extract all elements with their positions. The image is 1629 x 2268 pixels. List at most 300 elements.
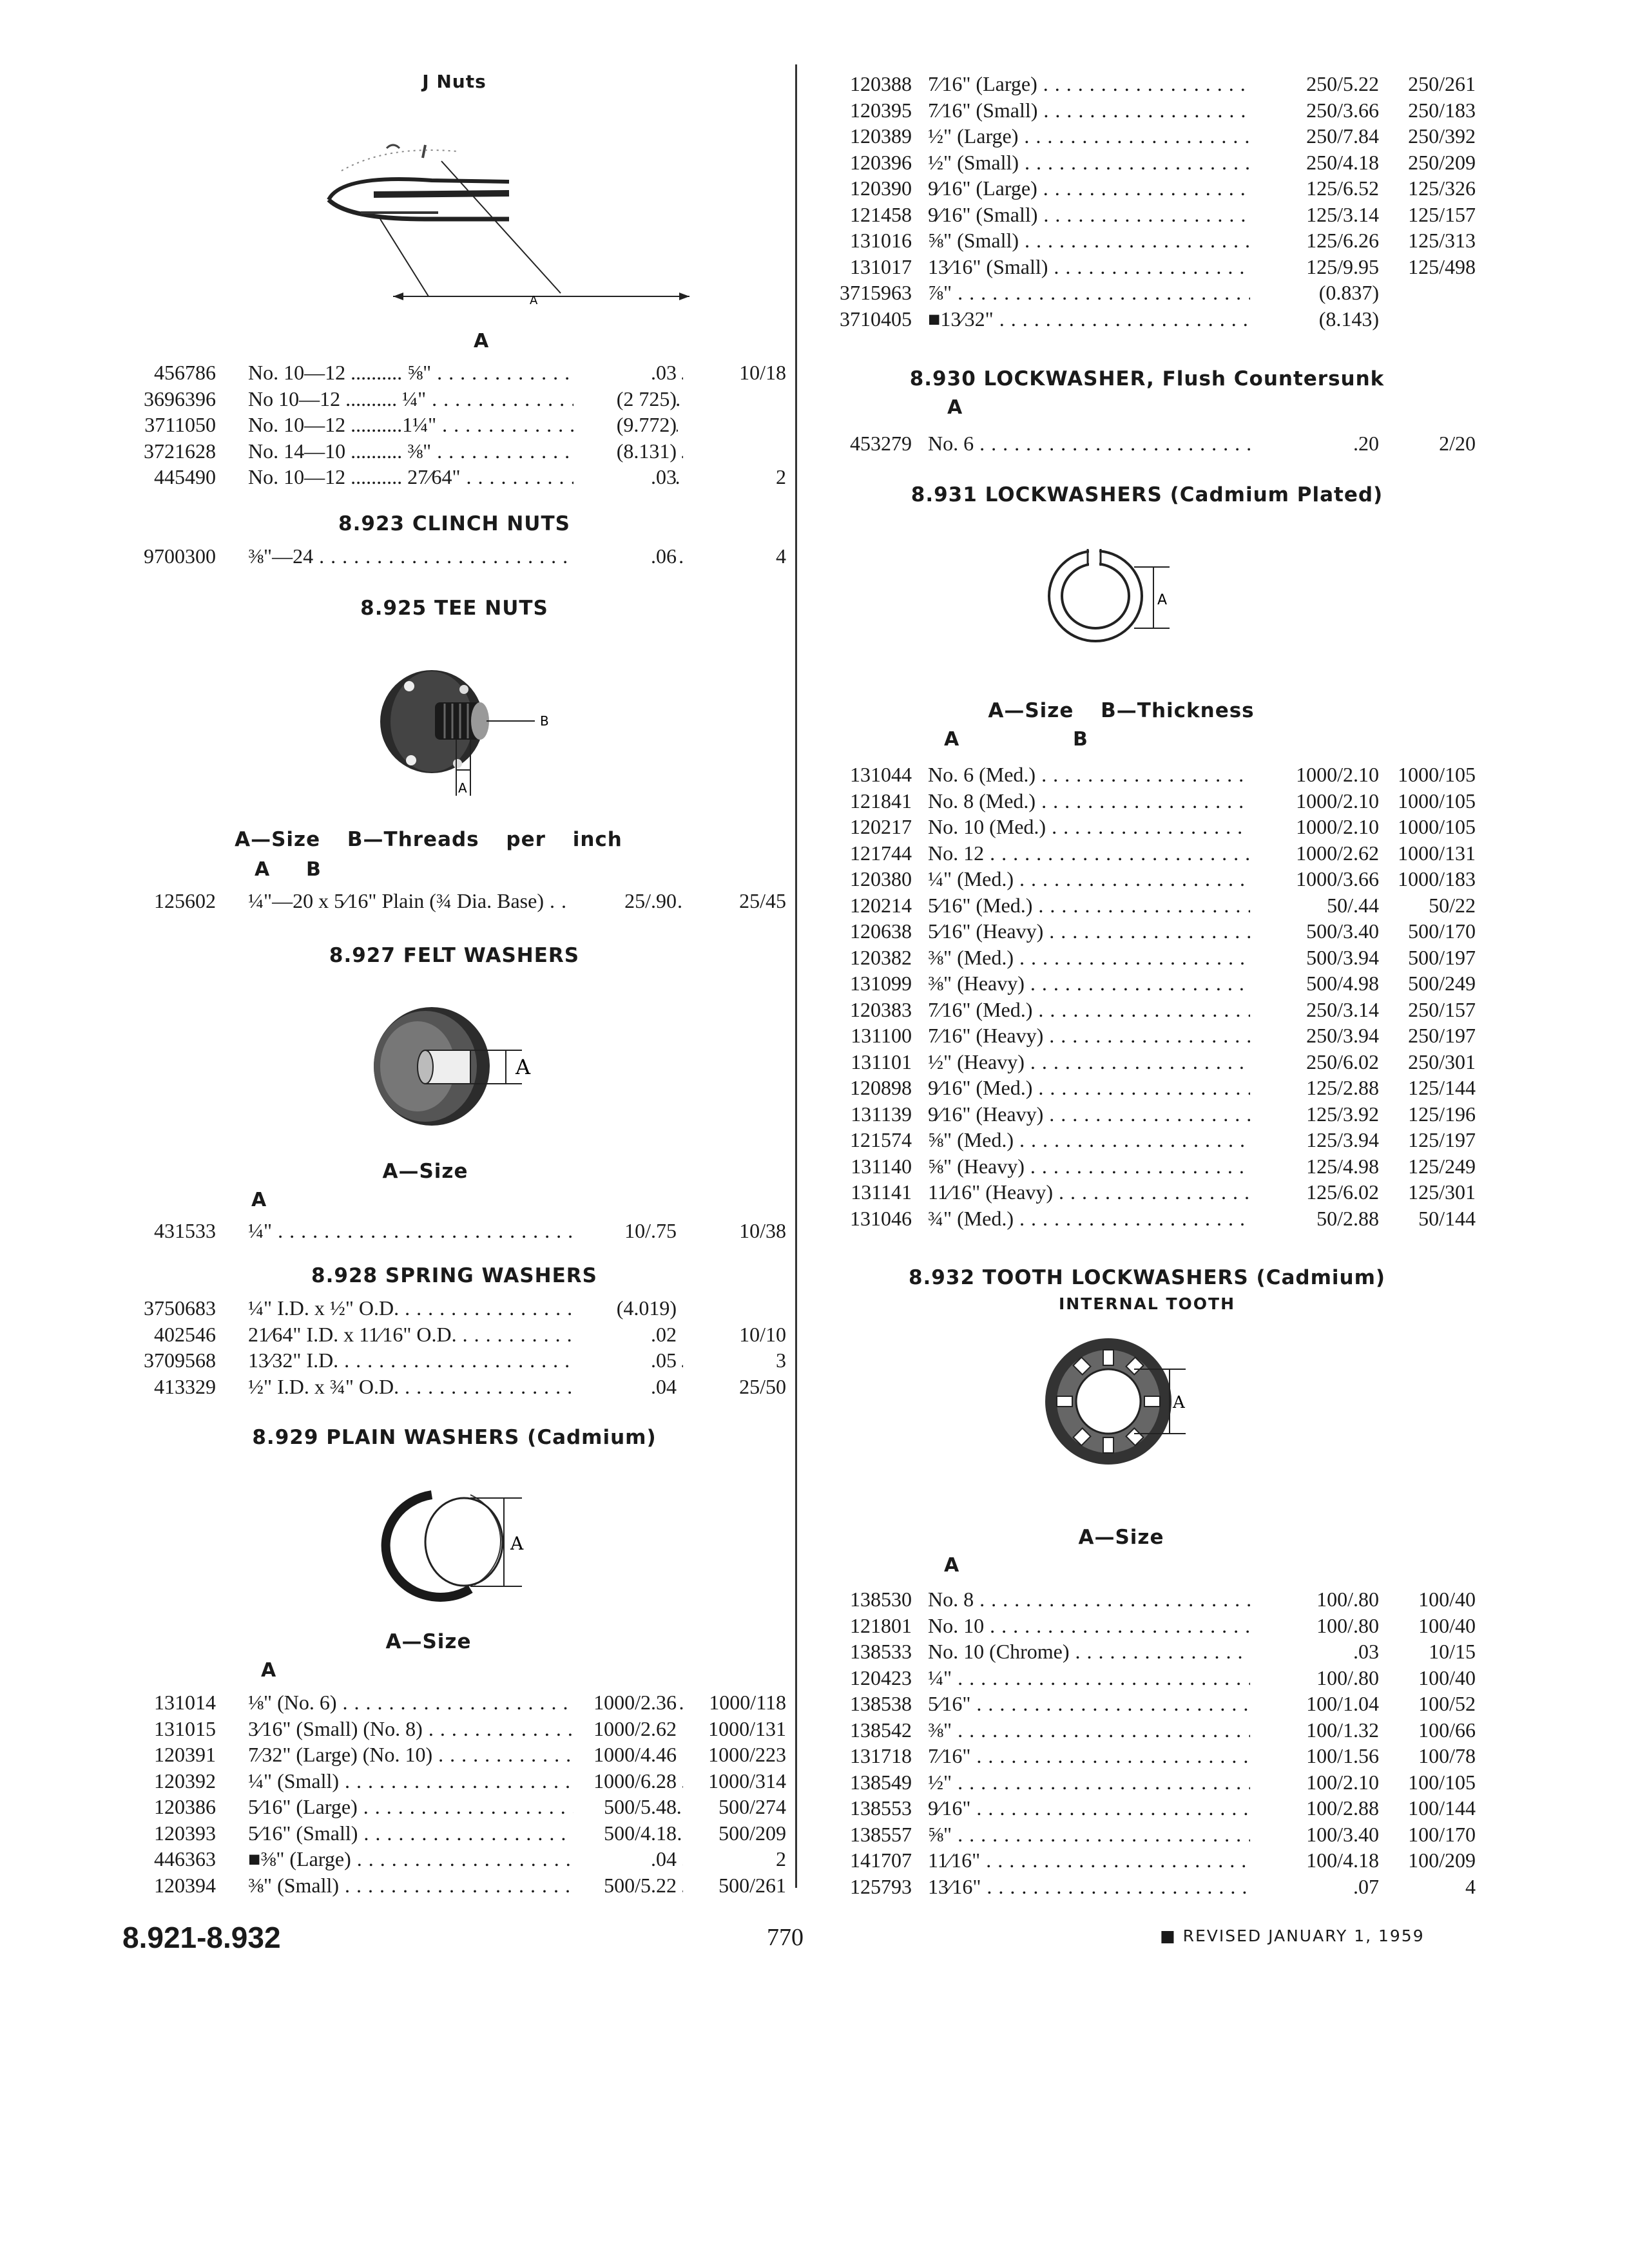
unit-price: 100/1.32 (1250, 1717, 1379, 1743)
part-number: 120391 (154, 1743, 216, 1766)
unit-price: 100/4.18 (1250, 1847, 1379, 1873)
table-row (818, 254, 1476, 280)
unit-price: 250/4.18 (1250, 149, 1379, 175)
item-description: No. 10 . . . (928, 1613, 1379, 1639)
part-number: 121801 (850, 1613, 912, 1637)
felt-washer-dim-a: A (516, 1055, 531, 1079)
table-row (818, 1639, 1476, 1665)
package-price: 4 (776, 544, 786, 568)
unit-price: (8.131) (574, 438, 677, 464)
unit-price: 125/6.26 (1250, 227, 1379, 253)
table-row (122, 543, 786, 570)
table-row (818, 280, 1476, 306)
part-number: 3715963 (840, 281, 912, 304)
item-description: 9⁄16" (Heavy) . . . (928, 1101, 1379, 1127)
unit-price: 250/3.14 (1250, 997, 1379, 1023)
tee-legend: A—Size B—Threads per inch (235, 828, 622, 851)
table-row (818, 1821, 1476, 1848)
unit-price: 125/2.88 (1250, 1075, 1379, 1100)
part-number: 131014 (154, 1691, 216, 1714)
unit-price: .03 (574, 464, 677, 490)
unit-price: 1000/2.62 (574, 1716, 677, 1742)
item-description: 7⁄16" (Large) . . . (928, 71, 1379, 97)
part-number: 131016 (850, 229, 912, 252)
package-price: 100/52 (1418, 1692, 1476, 1715)
unit-price: 500/3.40 (1250, 918, 1379, 944)
item-description: 13⁄16" . . . (928, 1874, 1379, 1899)
tee-nut-dim-b: B (540, 713, 549, 729)
package-price: 25/45 (739, 889, 786, 912)
jnuts-col-a: A (474, 330, 489, 352)
lockwasher-illustration (1037, 541, 1205, 651)
tee-col-b: B (306, 858, 321, 881)
unit-price: 1000/6.28 (574, 1768, 677, 1794)
unit-price: 250/3.66 (1250, 97, 1379, 123)
part-number: 131017 (850, 255, 912, 278)
flush-col-a: A (947, 396, 963, 419)
package-price: 500/274 (718, 1795, 786, 1818)
table-row (122, 1321, 786, 1348)
package-price: 500/249 (1408, 972, 1476, 995)
table-row (818, 1206, 1476, 1232)
table-row (818, 227, 1476, 254)
table-row (818, 1075, 1476, 1101)
item-description: 9⁄16" . . . (928, 1795, 1379, 1821)
unit-price: 125/4.98 (1250, 1153, 1379, 1179)
tooth-table (818, 1586, 1476, 1899)
unit-price: .03 (1250, 1639, 1379, 1664)
table-row (818, 970, 1476, 997)
part-number: 125602 (154, 889, 216, 912)
table-row (818, 1874, 1476, 1900)
item-description: ⅛" (No. 6) . . . (248, 1689, 683, 1715)
item-description: ⅜" . . . (928, 1717, 1379, 1743)
unit-price: 125/3.94 (1250, 1127, 1379, 1153)
part-number: 3696396 (144, 387, 216, 410)
package-price: 100/209 (1408, 1849, 1476, 1872)
table-row (818, 1023, 1476, 1049)
package-price: 1000/131 (708, 1716, 786, 1740)
item-description: No 10—12 .......... ¼" . . . (248, 386, 683, 412)
unit-price: 250/7.84 (1250, 123, 1379, 149)
package-price: 100/78 (1418, 1744, 1476, 1767)
item-description: 21⁄64" I.D. x 11⁄16" O.D. . . . (248, 1321, 683, 1347)
part-number: 120386 (154, 1795, 216, 1818)
tooth-lockwasher-illustration (1037, 1334, 1218, 1475)
item-description: ⅞" . . . (928, 280, 1379, 305)
plain-legend: A—Size (385, 1630, 472, 1653)
tee-title: 8.925 TEE NUTS (360, 597, 548, 620)
j-nut-dim-label: A (530, 294, 538, 307)
package-price: 1000/223 (708, 1743, 786, 1766)
package-price: 500/170 (1408, 919, 1476, 943)
item-description: ¾" (Med.) . . . (928, 1206, 1379, 1231)
item-description: 9⁄16" (Small) . . . (928, 202, 1379, 227)
felt-legend: A—Size (382, 1160, 468, 1183)
table-row (818, 1795, 1476, 1821)
package-price: 25/50 (739, 1374, 786, 1398)
part-number: 131139 (851, 1102, 912, 1126)
plain-table (122, 1689, 786, 1898)
page-number: 770 (767, 1924, 804, 1951)
item-description: ⅝" . . . (928, 1821, 1379, 1847)
unit-price: .20 (1250, 430, 1379, 456)
table-row (122, 1794, 786, 1820)
package-price: 125/313 (1408, 229, 1476, 252)
table-row (818, 1153, 1476, 1180)
tee-nut-illustration (380, 657, 561, 812)
item-description: No. 6 . . . (928, 430, 1379, 456)
unit-price: 100/2.10 (1250, 1769, 1379, 1795)
tooth-subtitle: INTERNAL TOOTH (1058, 1294, 1236, 1313)
part-number: 131044 (850, 763, 912, 786)
package-price: 250/209 (1408, 150, 1476, 174)
table-row (122, 360, 786, 386)
tooth-lockwasher-dim-a: A (1173, 1393, 1185, 1412)
unit-price: 1000/4.46 (574, 1742, 677, 1767)
lock-legend: A—Size B—Thickness (988, 699, 1255, 722)
unit-price: 100/2.88 (1250, 1795, 1379, 1821)
package-price: 50/22 (1429, 893, 1476, 917)
item-description: ■13⁄32" . . . (928, 306, 1379, 332)
table-row (818, 840, 1476, 867)
felt-col-a: A (251, 1189, 267, 1211)
part-number: 120217 (850, 815, 912, 838)
table-row (122, 438, 786, 465)
unit-price: (0.837) (1250, 280, 1379, 305)
table-row (818, 814, 1476, 840)
table-row (122, 1374, 786, 1400)
plain-washer-illustration (361, 1475, 554, 1604)
plain-washer-dim-a: A (510, 1533, 524, 1554)
item-description: ⅝" (Small) . . . (928, 227, 1379, 253)
item-description: 5⁄16" (Large) . . . (248, 1794, 683, 1820)
item-description: No. 10—12 .......... 27⁄64" . . . (248, 464, 683, 490)
unit-price: 125/3.92 (1250, 1101, 1379, 1127)
column-divider (795, 64, 797, 1888)
part-number: 138538 (850, 1692, 912, 1715)
item-description: ½" (Large) . . . (928, 123, 1379, 149)
part-number: 120392 (154, 1769, 216, 1792)
item-description: 3⁄16" (Small) (No. 8) . . . (248, 1716, 683, 1742)
package-price: 125/144 (1408, 1076, 1476, 1099)
item-description: ½" . . . (928, 1769, 1379, 1795)
unit-price: 250/6.02 (1250, 1049, 1379, 1075)
item-description: 7⁄16" (Med.) . . . (928, 997, 1379, 1023)
part-number: 131101 (851, 1050, 912, 1073)
part-number: 446363 (154, 1847, 216, 1870)
part-number: 3710405 (840, 307, 912, 331)
unit-price: .04 (574, 1374, 677, 1399)
package-price: 100/66 (1418, 1718, 1476, 1742)
item-description: ⅜" (Small) . . . (248, 1872, 683, 1898)
part-number: 120394 (154, 1873, 216, 1897)
package-price: 100/144 (1408, 1796, 1476, 1820)
part-number: 131100 (851, 1024, 912, 1047)
unit-price: 1000/2.10 (1250, 762, 1379, 787)
part-number: 453279 (850, 432, 912, 455)
unit-price: 1000/2.36 (574, 1689, 677, 1715)
package-price: 2 (776, 465, 786, 488)
table-row (818, 1717, 1476, 1744)
jnuts-title: J Nuts (422, 71, 487, 92)
part-number: 121744 (850, 841, 912, 865)
part-number: 120214 (850, 893, 912, 917)
item-description: 9⁄16" (Large) . . . (928, 175, 1379, 201)
item-description: 11⁄16" . . . (928, 1847, 1379, 1873)
table-row (818, 202, 1476, 228)
package-price: 2/20 (1439, 432, 1476, 455)
package-price: 100/170 (1408, 1822, 1476, 1846)
unit-price: 500/3.94 (1250, 945, 1379, 970)
table-row (818, 1691, 1476, 1717)
table-row (818, 997, 1476, 1023)
item-description: ¼" . . . (928, 1665, 1379, 1691)
item-description: 13⁄32" I.D. . . . (248, 1347, 683, 1373)
section-range: 8.921-8.932 (122, 1921, 281, 1954)
item-description: No. 10 (Med.) . . . (928, 814, 1379, 840)
table-row (818, 149, 1476, 176)
package-price: 500/261 (718, 1873, 786, 1897)
flush-title: 8.930 LOCKWASHER, Flush Countersunk (909, 367, 1385, 390)
lock-title: 8.931 LOCKWASHERS (Cadmium Plated) (911, 483, 1383, 506)
package-price: 1000/105 (1398, 789, 1476, 812)
table-row (818, 892, 1476, 919)
part-number: 121841 (850, 789, 912, 812)
package-price: 50/144 (1418, 1206, 1476, 1230)
package-price: 250/261 (1408, 72, 1476, 95)
part-number: 3721628 (144, 439, 216, 463)
table-row (818, 945, 1476, 971)
unit-price: 125/6.52 (1250, 175, 1379, 201)
unit-price: .07 (1250, 1874, 1379, 1899)
flush-table (818, 430, 1476, 457)
table-row (122, 1768, 786, 1794)
unit-price: (8.143) (1250, 306, 1379, 332)
tee-table (122, 888, 786, 914)
part-number: 120380 (850, 867, 912, 890)
item-description: 7⁄32" (Large) (No. 10) . . . (248, 1742, 683, 1767)
j-nut-illustration (303, 122, 715, 309)
table-row (818, 1586, 1476, 1613)
part-number: 120382 (850, 945, 912, 969)
item-description: 9⁄16" (Med.) . . . (928, 1075, 1379, 1100)
spring-table (122, 1295, 786, 1399)
item-description: 5⁄16" (Med.) . . . (928, 892, 1379, 918)
unit-price: 10/.75 (574, 1218, 677, 1244)
clinch-table (122, 543, 786, 570)
table-row (122, 1742, 786, 1768)
package-price: 125/196 (1408, 1102, 1476, 1126)
unit-price: 500/4.98 (1250, 970, 1379, 996)
unit-price: 100/.80 (1250, 1586, 1379, 1612)
table-row (818, 1127, 1476, 1153)
part-number: 120898 (850, 1076, 912, 1099)
package-price: 100/40 (1418, 1613, 1476, 1637)
plain-title: 8.929 PLAIN WASHERS (Cadmium) (252, 1426, 657, 1449)
part-number: 125793 (850, 1874, 912, 1898)
part-number: 138557 (850, 1822, 912, 1846)
table-row (818, 1847, 1476, 1874)
table-row (122, 1689, 786, 1716)
package-price: 125/301 (1408, 1180, 1476, 1204)
item-description: 7⁄16" (Heavy) . . . (928, 1023, 1379, 1048)
unit-price: 100/.80 (1250, 1613, 1379, 1639)
table-row (818, 175, 1476, 202)
tee-nut-dim-a: A (458, 780, 467, 796)
package-price: 500/197 (1408, 945, 1476, 969)
part-number: 121458 (850, 202, 912, 226)
table-row (818, 918, 1476, 945)
package-price: 1000/314 (708, 1769, 786, 1792)
unit-price: 100/1.04 (1250, 1691, 1379, 1716)
package-price: 1000/118 (709, 1691, 786, 1714)
item-description: ¼" (Small) . . . (248, 1768, 683, 1794)
item-description: 5⁄16" (Heavy) . . . (928, 918, 1379, 944)
table-row (818, 123, 1476, 149)
revised-date: ■ REVISED JANUARY 1, 1959 (1160, 1927, 1425, 1945)
part-number: 431533 (154, 1219, 216, 1242)
package-price: 250/157 (1408, 997, 1476, 1021)
part-number: 121574 (850, 1128, 912, 1151)
item-description: ■⅜" (Large) . . . (248, 1846, 683, 1872)
table-row (122, 386, 786, 412)
unit-price: 250/3.94 (1250, 1023, 1379, 1048)
felt-washer-illustration (361, 1002, 567, 1137)
plain-col-a: A (261, 1659, 276, 1682)
package-price: 250/183 (1408, 98, 1476, 122)
part-number: 120393 (154, 1821, 216, 1845)
part-number: 3709568 (144, 1349, 216, 1372)
table-row (818, 1101, 1476, 1128)
clinch-title: 8.923 CLINCH NUTS (338, 512, 570, 535)
table-row (818, 788, 1476, 814)
part-number: 120388 (850, 72, 912, 95)
unit-price: 500/4.18 (574, 1820, 677, 1846)
item-description: No. 6 (Med.) . . . (928, 762, 1379, 787)
item-description: ¼" I.D. x ½" O.D. . . . (248, 1295, 683, 1321)
part-number: 138530 (850, 1588, 912, 1611)
unit-price: 100/1.56 (1250, 1743, 1379, 1769)
package-price: 3 (776, 1349, 786, 1372)
part-number: 445490 (154, 465, 216, 488)
table-row (818, 1049, 1476, 1075)
package-price: 10/38 (739, 1219, 786, 1242)
lockwasher-dim-a: A (1157, 592, 1168, 608)
jnuts-table (122, 360, 786, 490)
table-row (818, 762, 1476, 788)
part-number: 138542 (850, 1718, 912, 1742)
package-price: 1000/105 (1398, 815, 1476, 838)
item-description: ½" (Small) . . . (928, 149, 1379, 175)
unit-price: 25/.90 (574, 888, 677, 914)
part-number: 131099 (850, 972, 912, 995)
package-price: 125/326 (1408, 177, 1476, 200)
item-description: 7⁄16" . . . (928, 1743, 1379, 1769)
part-number: 402546 (154, 1322, 216, 1346)
table-row (818, 1179, 1476, 1206)
tee-col-a: A (255, 858, 270, 881)
item-description: No. 8 (Med.) . . . (928, 788, 1379, 814)
item-description: 5⁄16" . . . (928, 1691, 1379, 1716)
item-description: No. 14—10 .......... ⅜" . . . (248, 438, 683, 464)
unit-price: .05 (574, 1347, 677, 1373)
table-row (818, 1665, 1476, 1691)
tooth-title-text: 8.932 TOOTH LOCKWASHERS (Cadmium) (908, 1266, 1386, 1289)
package-price: 125/249 (1408, 1154, 1476, 1178)
unit-price: 125/3.14 (1250, 202, 1379, 227)
unit-price: 1000/2.10 (1250, 814, 1379, 840)
table-row (122, 1218, 786, 1244)
unit-price: 125/9.95 (1250, 254, 1379, 280)
table-row (122, 1295, 786, 1321)
package-price: 1000/183 (1398, 867, 1476, 890)
lock-table (818, 762, 1476, 1231)
part-number: 120390 (850, 177, 912, 200)
unit-price: .04 (574, 1846, 677, 1872)
table-row (122, 1820, 786, 1847)
item-description: No. 8 . . . (928, 1586, 1379, 1612)
unit-price: .06 (574, 543, 677, 569)
package-price: 125/157 (1408, 202, 1476, 226)
item-description: 13⁄16" (Small) . . . (928, 254, 1379, 280)
package-price: 4 (1465, 1874, 1476, 1898)
package-price: 250/301 (1408, 1050, 1476, 1073)
item-description: ½" I.D. x ¾" O.D. . . . (248, 1374, 683, 1399)
part-number: 141707 (850, 1849, 912, 1872)
unit-price: 500/5.22 (574, 1872, 677, 1898)
unit-price: 500/5.48 (574, 1794, 677, 1820)
item-description: ⅜" (Heavy) . . . (928, 970, 1379, 996)
part-number: 120395 (850, 98, 912, 122)
item-description: No. 10—12 ..........1¼" . . . (248, 412, 683, 437)
unit-price: (4.019) (574, 1295, 677, 1321)
item-description: 11⁄16" (Heavy) . . . (928, 1179, 1379, 1205)
felt-table (122, 1218, 786, 1244)
tooth-title (818, 1266, 1476, 1313)
package-price: 10/10 (739, 1322, 786, 1346)
item-description: No. 12 . . . (928, 840, 1379, 866)
unit-price: .03 (574, 360, 677, 385)
item-description: ⅝" (Heavy) . . . (928, 1153, 1379, 1179)
part-number: 120383 (850, 997, 912, 1021)
unit-price: 125/6.02 (1250, 1179, 1379, 1205)
table-row (818, 1613, 1476, 1639)
item-description: ¼" (Med.) . . . (928, 866, 1379, 892)
table-row (818, 71, 1476, 97)
unit-price: (2 725) (574, 386, 677, 412)
package-price: 500/209 (718, 1821, 786, 1845)
unit-price: 100/.80 (1250, 1665, 1379, 1691)
package-price: 10/18 (739, 361, 786, 384)
part-number: 138553 (850, 1796, 912, 1820)
item-description: ⅜"—24 . . . (248, 543, 683, 569)
part-number: 131046 (850, 1206, 912, 1230)
part-number: 131015 (154, 1716, 216, 1740)
part-number: 413329 (154, 1374, 216, 1398)
table-row (122, 464, 786, 490)
part-number: 456786 (154, 361, 216, 384)
table-row (122, 1846, 786, 1872)
unit-price: 1000/2.62 (1250, 840, 1379, 866)
package-price: 125/197 (1408, 1128, 1476, 1151)
unit-price: 1000/3.66 (1250, 866, 1379, 892)
table-row (818, 1743, 1476, 1769)
item-description: 7⁄16" (Small) . . . (928, 97, 1379, 123)
tooth-legend: A—Size (1078, 1526, 1164, 1549)
unit-price: 50/2.88 (1250, 1206, 1379, 1231)
table-row (122, 888, 786, 914)
